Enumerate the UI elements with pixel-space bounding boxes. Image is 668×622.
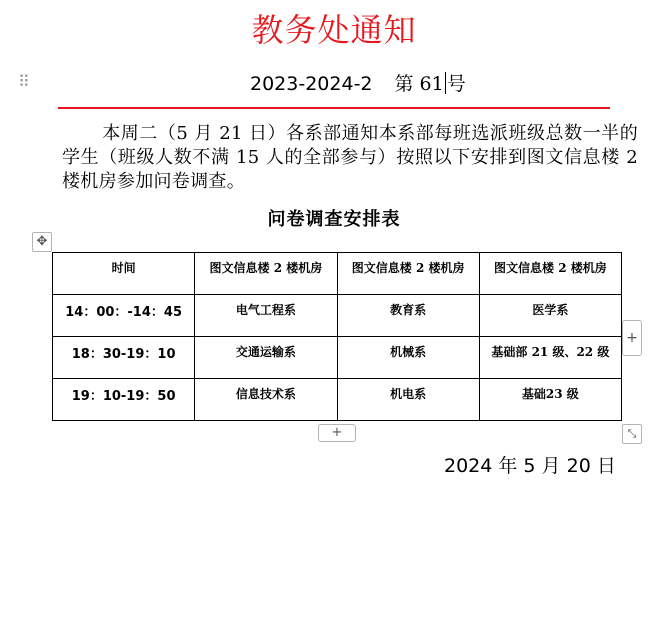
header-cell[interactable]: 时间 <box>53 253 195 295</box>
doc-number-year: 2023-2024-2 <box>250 73 373 95</box>
paragraph-text: 本周二（5 月 21 日）各系部通知本系部每班选派班级总数一半的学生（班级人数不满 15 人的全部参与）按照以下安排到图文信息楼 2 楼机房参加问卷调查。 <box>62 123 638 192</box>
table-row <box>53 295 622 337</box>
table-header-row <box>53 253 622 295</box>
add-row-button[interactable]: + <box>318 424 356 442</box>
table-row <box>53 379 622 421</box>
document-number <box>250 70 466 98</box>
table-cell[interactable]: 基础23 级 <box>479 379 621 421</box>
header-cell[interactable]: 图文信息楼 2 楼机房 <box>195 253 337 295</box>
schedule-table[interactable] <box>52 252 622 421</box>
red-divider-line <box>58 107 610 109</box>
table-cell[interactable]: 机电系 <box>337 379 479 421</box>
header-cell[interactable]: 图文信息楼 2 楼机房 <box>479 253 621 295</box>
time-cell[interactable]: 19：10-19：50 <box>53 379 195 421</box>
notice-paragraph[interactable] <box>62 122 638 194</box>
table-title: 问卷调查安排表 <box>267 209 401 230</box>
table-row <box>53 337 622 379</box>
resize-diagonal-icon[interactable]: ⤡ <box>622 424 642 444</box>
notice-date: 2024 年 5 月 20 日 <box>444 455 616 477</box>
table-cell[interactable]: 电气工程系 <box>195 295 337 337</box>
move-arrows-icon[interactable]: ✥ <box>32 232 52 252</box>
text-caret <box>445 72 446 94</box>
table-cell[interactable]: 教育系 <box>337 295 479 337</box>
table-cell[interactable]: 基础部 21 级、22 级 <box>479 337 621 379</box>
table-cell[interactable]: 医学系 <box>479 295 621 337</box>
header-cell[interactable]: 图文信息楼 2 楼机房 <box>337 253 479 295</box>
doc-number-seq: 第 61 <box>394 73 444 95</box>
drag-dots-icon[interactable]: ⠿ <box>18 72 30 91</box>
add-column-button[interactable]: + <box>622 320 642 356</box>
table-cell[interactable]: 交通运输系 <box>195 337 337 379</box>
table-cell[interactable]: 信息技术系 <box>195 379 337 421</box>
doc-number-suffix: 号 <box>446 73 466 95</box>
table-cell[interactable]: 机械系 <box>337 337 479 379</box>
time-cell[interactable]: 18：30-19：10 <box>53 337 195 379</box>
time-cell[interactable]: 14：00：-14：45 <box>53 295 195 337</box>
notice-title: 教务处通知 <box>251 11 417 49</box>
